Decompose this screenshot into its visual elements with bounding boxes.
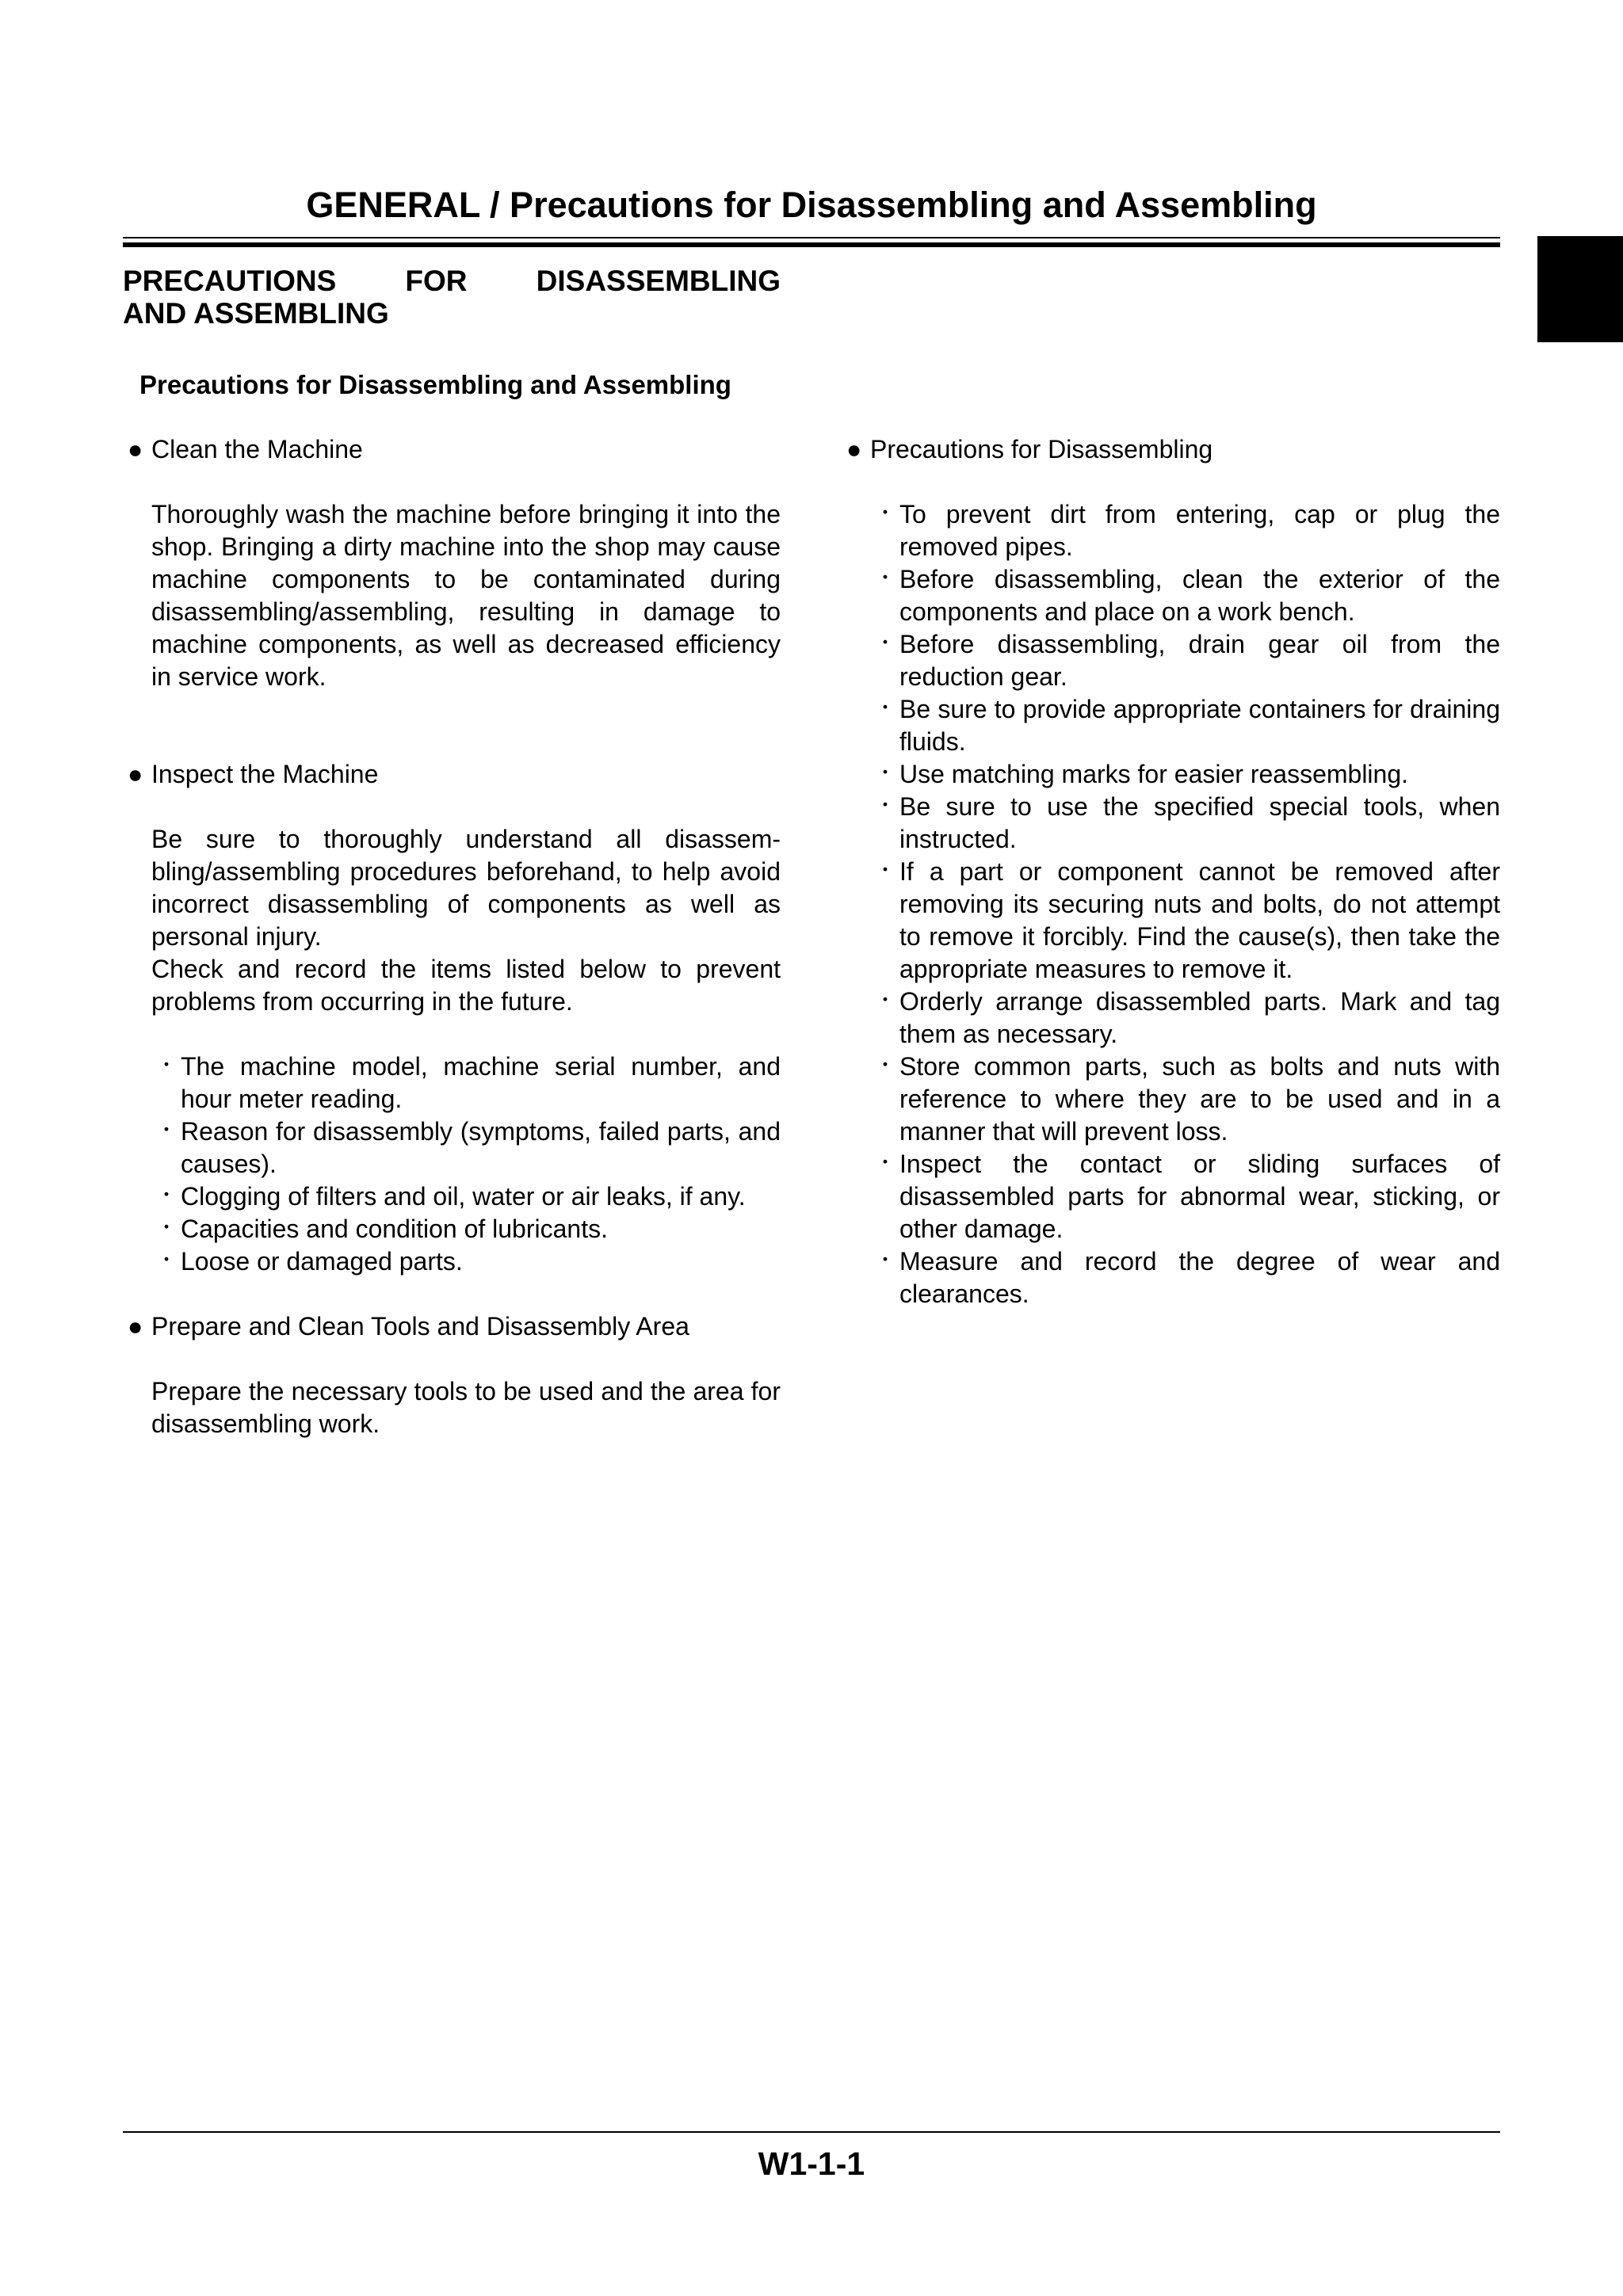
sub-bullet-icon: ・ xyxy=(875,1053,896,1077)
bullet-dot-icon: ● xyxy=(128,435,143,463)
sub-bullet-icon: ・ xyxy=(875,761,896,784)
bullet-title: Precautions for Disassembling xyxy=(870,435,1213,463)
header-rule-thin xyxy=(123,237,1500,238)
left-column xyxy=(123,433,781,1440)
list-item: ・ Before disassembling, clean the exterior of the components and place on a work bench. xyxy=(870,563,1500,628)
bullet-title: Prepare and Clean Tools and Disassembly Area xyxy=(151,1312,689,1341)
section-tab-marker xyxy=(1537,236,1623,342)
list-item: ・ Loose or damaged parts. xyxy=(151,1245,781,1278)
list-item: ・ The machine model, machine serial number, and hour meter reading. xyxy=(151,1051,781,1116)
bullet-dot-icon: ● xyxy=(846,435,862,463)
section-heading-line2: AND ASSEMBLING xyxy=(123,297,389,330)
sub-bullet-icon: ・ xyxy=(156,1215,178,1239)
inspection-list xyxy=(151,1051,781,1278)
list-item: ・ Measure and record the degree of wear and clearances. xyxy=(870,1245,1500,1310)
bullet-prepare-tools xyxy=(123,1310,781,1343)
sub-bullet-icon: ・ xyxy=(156,1248,178,1272)
disassembling-list xyxy=(870,498,1500,1310)
paragraph: Check and record the items listed below to prevent problems from occurring in the future. xyxy=(151,955,781,1016)
sub-bullet-icon: ・ xyxy=(875,793,896,817)
section-heading-line1 xyxy=(123,265,781,297)
list-item: ・ To prevent dirt from entering, cap or plug the removed pipes. xyxy=(870,498,1500,563)
paragraph: Prepare the necessary tools to be used and the area for disassembling work. xyxy=(151,1377,781,1438)
bullet-title: Clean the Machine xyxy=(151,435,363,463)
list-item: ・ Inspect the contact or sliding surfaces of disassembled parts for abnormal wear, sticking, or other damage. xyxy=(870,1148,1500,1245)
sub-bullet-icon: ・ xyxy=(156,1053,178,1077)
heading-word: DISASSEMBLING xyxy=(536,265,781,297)
sub-bullet-icon: ・ xyxy=(875,566,896,589)
sub-bullet-icon: ・ xyxy=(156,1118,178,1142)
list-item: ・ Reason for disassembly (symptoms, failed parts, and causes). xyxy=(151,1116,781,1180)
sub-bullet-icon: ・ xyxy=(875,1248,896,1272)
sub-bullet-icon: ・ xyxy=(875,696,896,719)
sub-bullet-icon: ・ xyxy=(875,988,896,1012)
sub-bullet-icon: ・ xyxy=(875,501,896,524)
list-item: ・ Orderly arrange disassembled parts. Mark and tag them as necessary. xyxy=(870,986,1500,1051)
heading-word: FOR xyxy=(405,265,468,297)
bullet-clean-the-machine xyxy=(123,433,781,466)
bullet-inspect-the-machine xyxy=(123,758,781,791)
list-item: ・ Capacities and condition of lubricants. xyxy=(151,1213,781,1245)
page-number: W1-1-1 xyxy=(758,2145,865,2182)
bullet-title: Inspect the Machine xyxy=(151,760,379,788)
section-heading xyxy=(123,265,781,330)
sub-bullet-icon: ・ xyxy=(875,858,896,882)
list-item: ・ Be sure to provide appropriate containers for draining fluids. xyxy=(870,693,1500,758)
paragraph: Thoroughly wash the machine before bringing it into the shop. Bringing a dirty machine into the shop may cause machine components to be contaminated during disassembling/assembling, resulting in damage to machine components, as well as decreased efficiency in service work. xyxy=(151,500,781,691)
list-item: ・ Clogging of filters and oil, water or air leaks, if any. xyxy=(151,1180,781,1213)
header-rule-thick xyxy=(123,242,1500,247)
bullet-dot-icon: ● xyxy=(128,1312,143,1341)
sub-bullet-icon: ・ xyxy=(875,1150,896,1174)
sub-heading: Precautions for Disassembling and Assembling xyxy=(139,370,731,399)
sub-bullet-icon: ・ xyxy=(156,1183,178,1207)
list-item: ・ Before disassembling, drain gear oil from the reduction gear. xyxy=(870,628,1500,693)
bullet-precautions-for-disassembling xyxy=(842,433,1500,466)
list-item: ・ Store common parts, such as bolts and nuts with reference to where they are to be used and in a manner that will prevent loss. xyxy=(870,1051,1500,1148)
sub-bullet-icon: ・ xyxy=(875,631,896,654)
heading-word: PRECAUTIONS xyxy=(123,265,337,297)
paragraph: Be sure to thoroughly understand all disassem-bling/assembling procedures beforehand, to help avoid incorrect disassembling of components as well as personal injury. xyxy=(151,825,781,951)
bullet-dot-icon: ● xyxy=(128,760,143,788)
list-item: ・ Use matching marks for easier reassembling. xyxy=(870,758,1500,791)
page-title: GENERAL / Precautions for Disassembling and Assembling xyxy=(306,185,1317,225)
right-column xyxy=(842,433,1500,1310)
footer-rule xyxy=(123,2131,1500,2133)
list-item: ・ Be sure to use the specified special tools, when instructed. xyxy=(870,791,1500,856)
list-item: ・ If a part or component cannot be removed after removing its securing nuts and bolts, do not attempt to remove it forcibly. Find the cause(s), then take the appropriate measures to remove it. xyxy=(870,856,1500,986)
